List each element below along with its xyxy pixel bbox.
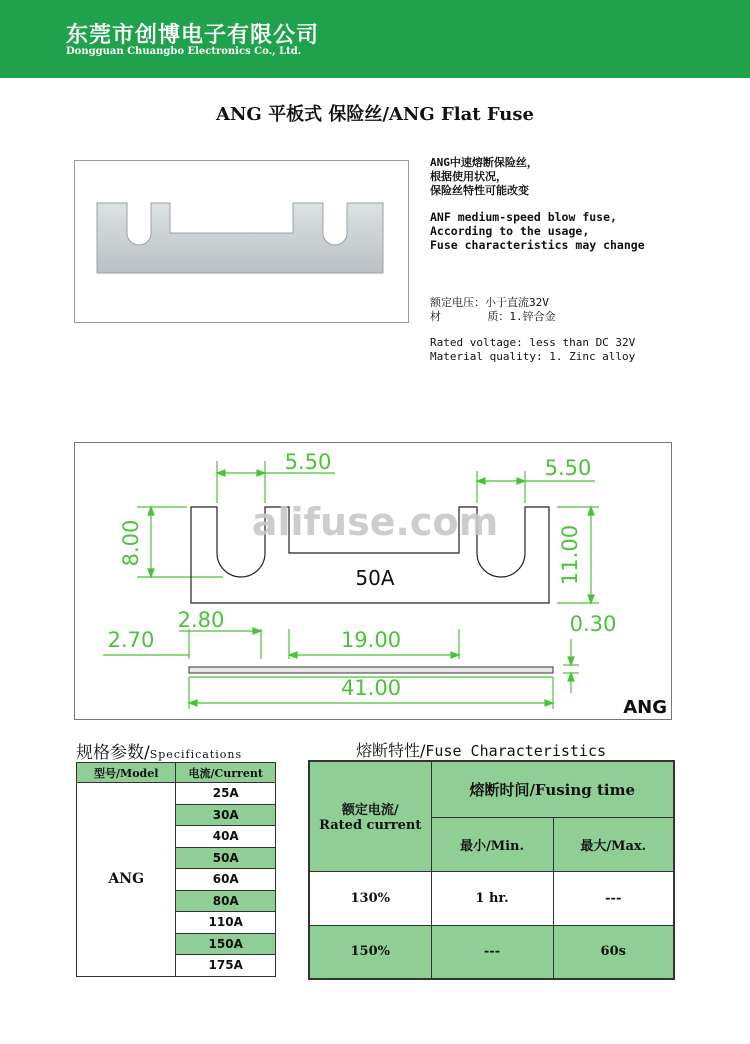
- arrow-icon: [253, 628, 261, 634]
- rated-current-header: [309, 761, 431, 871]
- rated-cell: 130%: [309, 871, 431, 925]
- specifications-heading: [76, 738, 242, 763]
- arrow-icon: [148, 507, 154, 515]
- current-cell: 150A: [176, 933, 276, 955]
- description-en-line: ANF medium-speed blow fuse,: [430, 210, 617, 224]
- table-header-row: [77, 763, 276, 783]
- current-cell: 30A: [176, 804, 276, 826]
- table-header-row: [309, 761, 674, 817]
- dim-left-height: 8.00: [119, 519, 143, 567]
- fuse-characteristics-heading-cn: 熔断特性/: [356, 741, 426, 760]
- dim-slot-offset: 2.80: [177, 608, 225, 632]
- page-title: ANG 平板式 保险丝/ANG Flat Fuse: [216, 104, 534, 125]
- fuse-characteristics-table: [308, 760, 675, 980]
- description-cn-line: 根据使用状况，: [430, 170, 507, 183]
- dim-top-right: 5.50: [544, 456, 592, 480]
- description-en-line: According to the usage,: [430, 224, 590, 238]
- current-cell: 80A: [176, 890, 276, 912]
- part-label: 50A: [355, 566, 395, 590]
- rating-en-line: Rated voltage: less than DC 32V: [430, 336, 636, 349]
- model-cell: ANG: [77, 783, 176, 977]
- rated-cell: 150%: [309, 925, 431, 979]
- arrow-icon: [588, 595, 594, 603]
- current-cell: 175A: [176, 955, 276, 977]
- dim-center-width: 19.00: [340, 628, 402, 652]
- dim-top-left: 5.50: [284, 450, 332, 474]
- dim-edge: 2.70: [107, 628, 155, 652]
- current-cell: 40A: [176, 826, 276, 848]
- company-name-en: Dongguan Chuangbo Electronics Co., Ltd.: [66, 46, 302, 57]
- specifications-heading-en: Specifications: [149, 748, 243, 761]
- fuse-photo-illustration: [75, 161, 408, 322]
- arrow-icon: [289, 652, 297, 658]
- description-en: [430, 210, 645, 252]
- description-cn-line: 保险丝特性可能改变: [430, 184, 529, 197]
- max-header: 最大/Max.: [553, 817, 674, 871]
- dim-thickness: 0.30: [569, 612, 617, 636]
- column-header-current: 电流/Current: [176, 763, 276, 783]
- current-cell: 60A: [176, 869, 276, 891]
- rating-cn-line: 额定电压：小于直流32V: [430, 296, 549, 309]
- fuse-characteristics-heading: [356, 738, 606, 761]
- column-header-model: 型号/Model: [77, 763, 176, 783]
- description-en-line: Fuse characteristics may change: [430, 238, 645, 252]
- current-cell: 50A: [176, 847, 276, 869]
- table-row: [309, 871, 674, 925]
- arrow-icon: [568, 673, 574, 681]
- company-name-cn: 东莞市创博电子有限公司: [66, 22, 320, 48]
- min-cell: ---: [431, 925, 553, 979]
- rating-en: [430, 336, 635, 364]
- watermark: alifuse.com: [251, 500, 499, 544]
- dimension-drawing: [74, 442, 672, 720]
- specifications-table: [76, 762, 276, 977]
- min-cell: 1 hr.: [431, 871, 553, 925]
- model-tag: ANG: [623, 697, 667, 718]
- fusing-time-header: 熔断时间/Fusing time: [431, 761, 674, 817]
- dim-total-length: 41.00: [340, 676, 402, 700]
- product-photo: [74, 160, 409, 323]
- rated-current-header-cn: 额定电流/: [341, 803, 399, 819]
- arrow-icon: [257, 470, 265, 476]
- description-cn-line: ANG中速熔断保险丝，: [430, 156, 538, 169]
- table-row: [77, 783, 276, 805]
- arrow-icon: [148, 569, 154, 577]
- arrow-icon: [477, 478, 485, 484]
- specifications-heading-cn: 规格参数/: [76, 743, 150, 763]
- arrow-icon: [217, 470, 225, 476]
- dimension-drawing-svg: [75, 443, 671, 719]
- max-cell: ---: [553, 871, 674, 925]
- current-cell: 110A: [176, 912, 276, 934]
- rating-cn-line: 材 质：1.锌合金: [430, 310, 556, 323]
- rating-en-line: Material quality: 1. Zinc alloy: [430, 350, 636, 363]
- arrow-icon: [568, 657, 574, 665]
- current-cell: 25A: [176, 783, 276, 805]
- arrow-icon: [545, 700, 553, 706]
- min-header: 最小/Min.: [431, 817, 553, 871]
- rating-cn: [430, 296, 556, 324]
- fuse-side-view: [189, 667, 553, 673]
- fuse-characteristics-heading-en: Fuse Characteristics: [425, 742, 607, 760]
- rated-current-header-en: Rated current: [319, 818, 422, 834]
- table-row: [309, 925, 674, 979]
- description-cn: [430, 156, 538, 198]
- arrow-icon: [451, 652, 459, 658]
- company-header: [0, 0, 750, 78]
- arrow-icon: [189, 700, 197, 706]
- arrow-icon: [517, 478, 525, 484]
- arrow-icon: [588, 507, 594, 515]
- max-cell: 60s: [553, 925, 674, 979]
- dim-right-height: 11.00: [558, 524, 582, 586]
